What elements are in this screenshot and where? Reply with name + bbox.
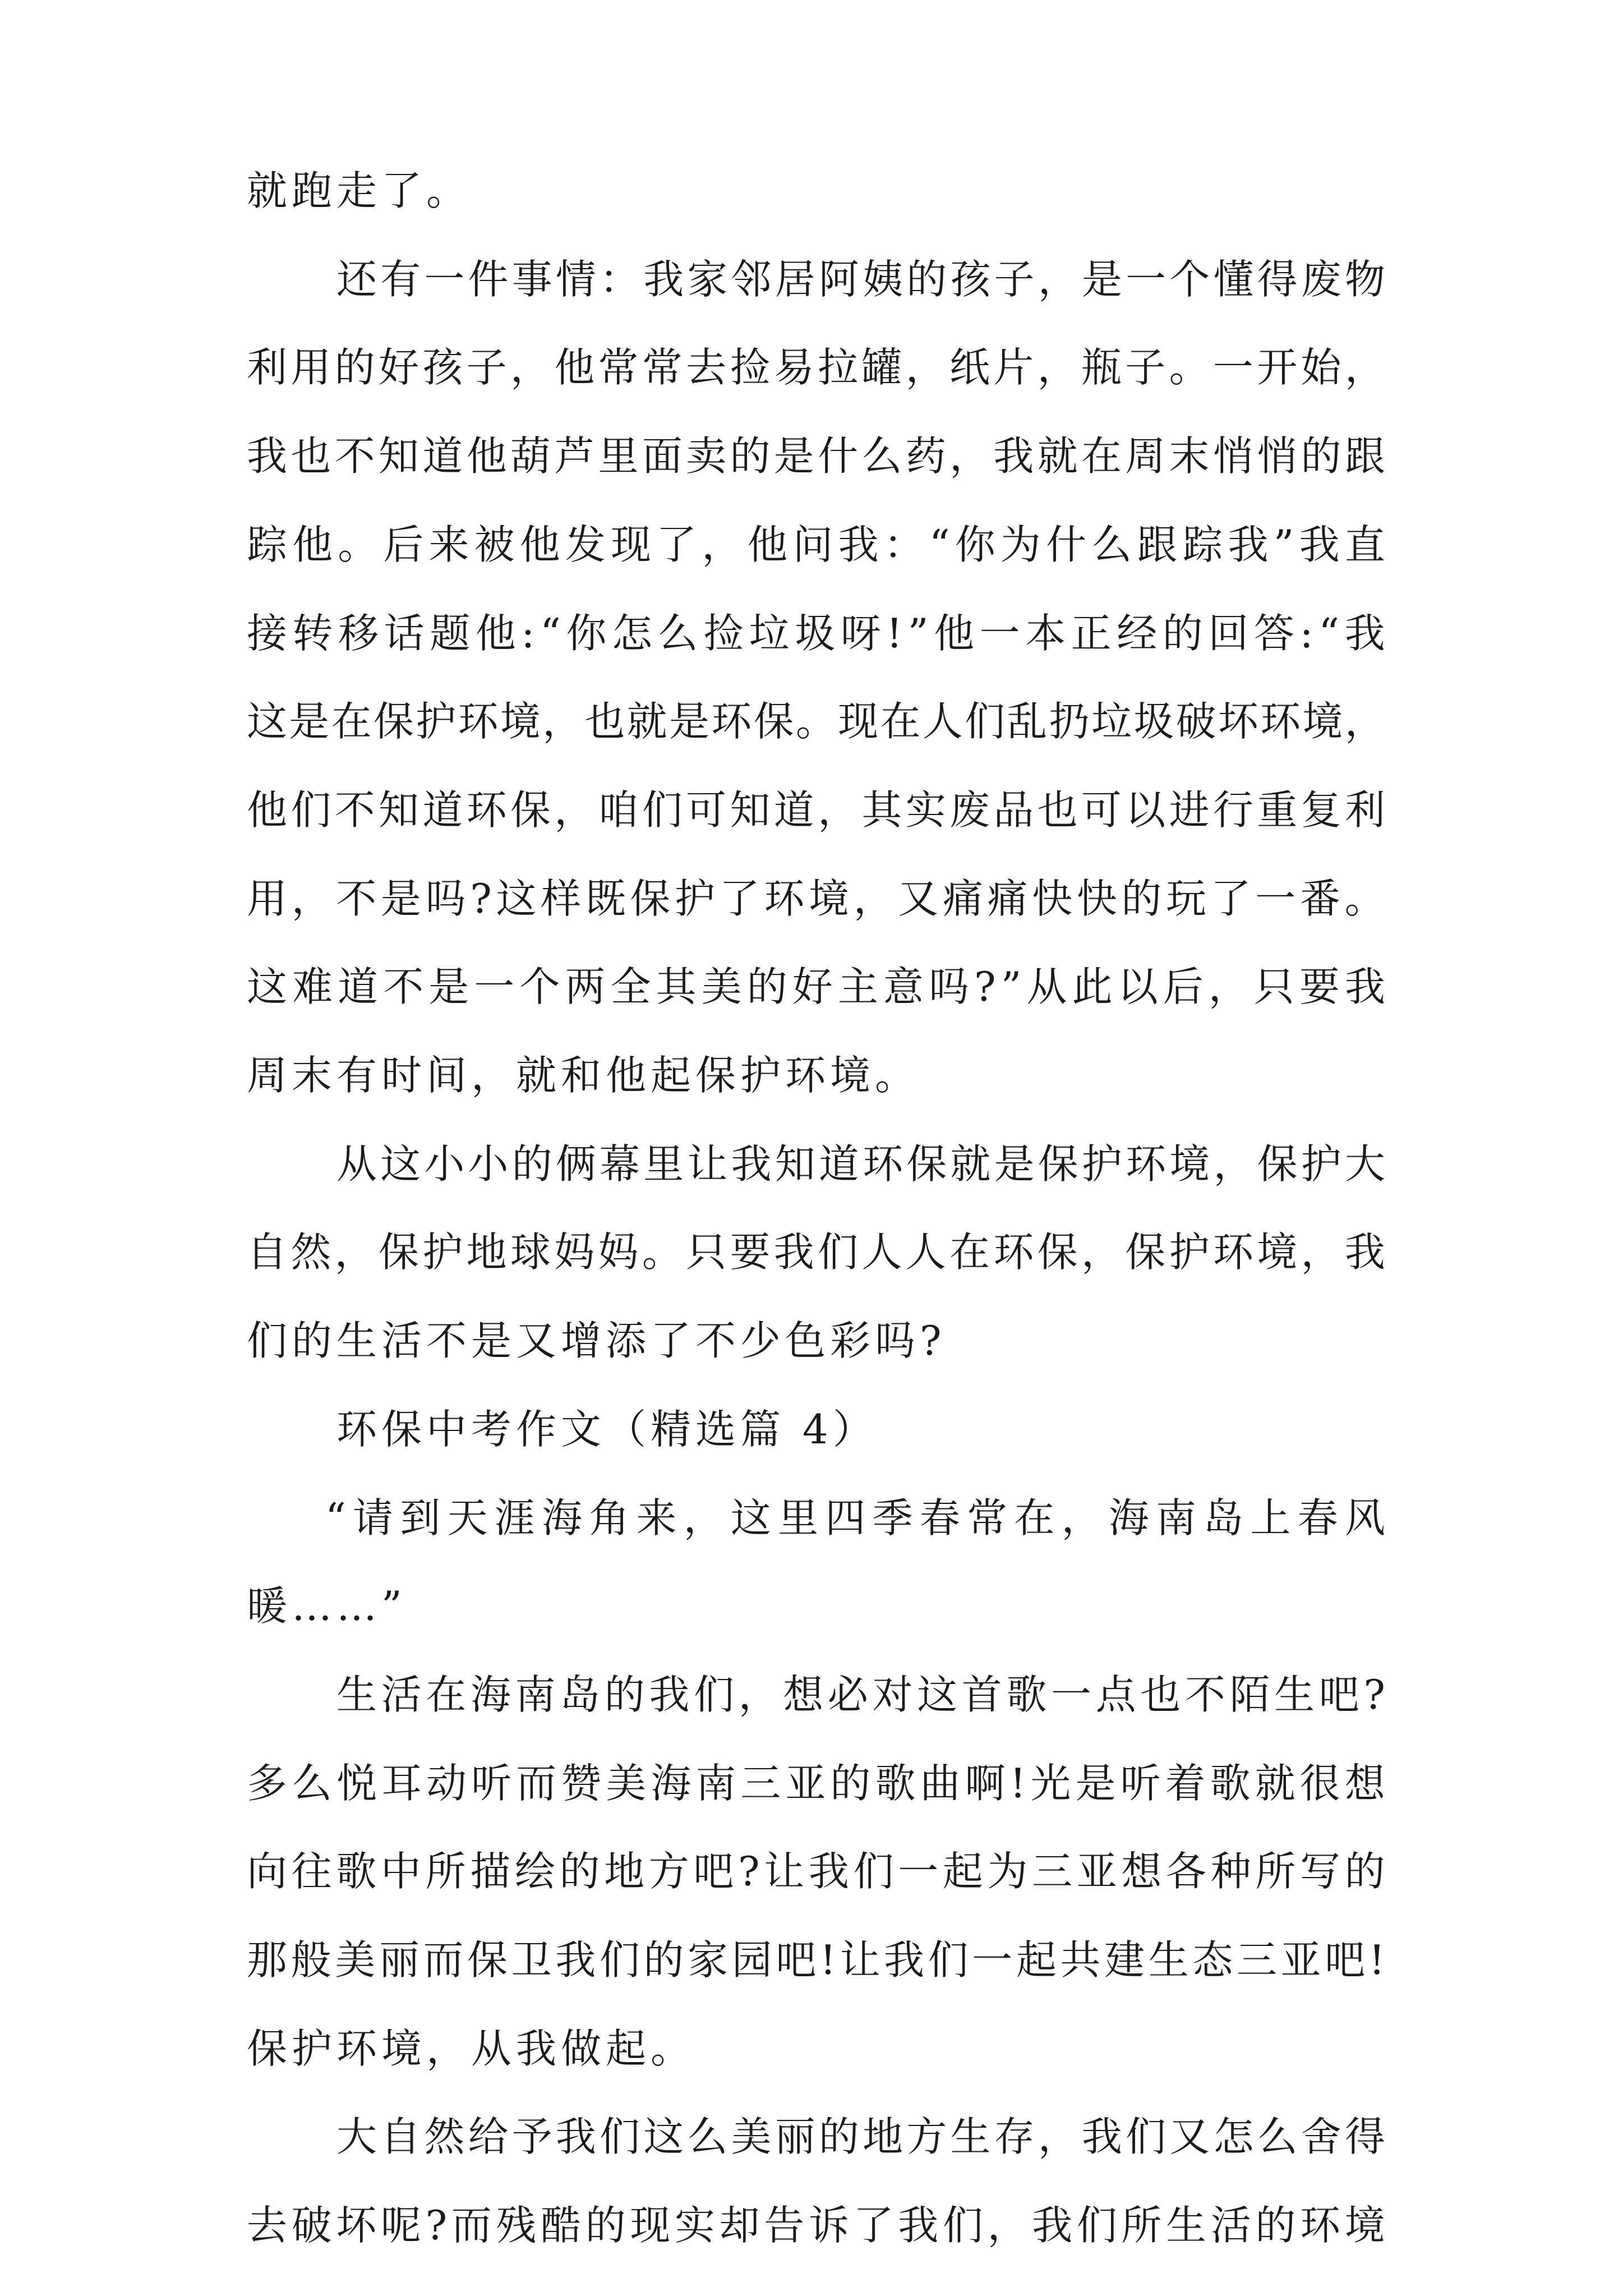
text-line: 去 破 坏 呢 ? 而 残 酷 的 现 实 却 告 诉 了 我 们 ， 我 们 所 生 活 的 环 境 xyxy=(247,2202,1385,2249)
text-line: 向 往 歌 中 所 描 绘 的 地 方 吧 ? 让 我 们 一 起 为 三 亚 想 各 种 所 写 的 xyxy=(247,1848,1385,1895)
text-line xyxy=(247,1036,1385,1115)
text-line xyxy=(247,1567,1385,1645)
text-line: 还 有 一 件 事 情 ： 我 家 邻 居 阿 姨 的 孩 子 ， 是 一 个 懂 得 废 物 xyxy=(336,255,1385,303)
text-line: “ 请 到 天 涯 海 角 来 ， 这 里 四 季 春 常 在 ， 海 南 岛 上 春 风 xyxy=(325,1494,1385,1542)
text-line: 多 么 悦 耳 动 听 而 赞 美 海 南 三 亚 的 歌 曲 啊 ! 光 是 听 着 歌 就 很 想 xyxy=(247,1759,1385,1807)
text-line: 从 这 小 小 的 俩 幕 里 让 我 知 道 环 保 就 是 保 护 环 境 ， 保 护 大 xyxy=(336,1140,1385,1188)
text-line xyxy=(247,151,1385,230)
text-line: 利 用 的 好 孩 子 ， 他 常 常 去 捡 易 拉 罐 ， 纸 片 ， 瓶 子 。 一 开 始 ， xyxy=(247,344,1385,392)
text-line: 用 ， 不 是 吗 ? 这 样 既 保 护 了 环 境 ， 又 痛 痛 快 快 的 玩 了 一 番 。 xyxy=(247,875,1385,922)
text-line: 那 般 美 丽 而 保 卫 我 们 的 家 园 吧 ! 让 我 们 一 起 共 建 生 态 三 亚 吧 ! xyxy=(247,1936,1385,1984)
text-line-content: 保护环境，从我做起。 xyxy=(247,2024,696,2072)
text-line: 他 们 不 知 道 环 保 ， 咱 们 可 知 道 ， 其 实 废 品 也 可 以 进 行 重 复 利 xyxy=(247,786,1385,834)
text-line-content: 就跑走了。 xyxy=(247,167,472,214)
text-line-content: 周末有时间，就和他起保护环境。 xyxy=(247,1052,920,1099)
text-line: 生 活 在 海 南 岛 的 我 们 ， 想 必 对 这 首 歌 一 点 也 不 陌 生 吧 ? xyxy=(336,1671,1385,1718)
text-line xyxy=(247,1301,1385,1380)
text-line: 自 然 ， 保 护 地 球 妈 妈 。 只 要 我 们 人 人 在 环 保 ， 保 护 环 境 ， 我 xyxy=(247,1228,1385,1276)
text-line-content: 暖……” xyxy=(247,1582,407,1630)
text-line: 踪 他 。 后 来 被 他 发 现 了 ， 他 问 我 ： “ 你 为 什 么 跟 踪 我 ” 我 直 xyxy=(247,521,1385,568)
text-line xyxy=(336,1390,1385,1469)
text-line: 大 自 然 给 予 我 们 这 么 美 丽 的 地 方 生 存 ， 我 们 又 怎 么 舍 得 xyxy=(336,2113,1385,2161)
text-line: 我 也 不 知 道 他 葫 芦 里 面 卖 的 是 什 么 药 ， 我 就 在 周 末 悄 悄 的 跟 xyxy=(247,432,1385,480)
text-line: 这 难 道 不 是 一 个 两 全 其 美 的 好 主 意 吗 ? ” 从 此 以 后 ， 只 要 我 xyxy=(247,963,1385,1011)
text-line: 这 是 在 保 护 环 境 ， 也 就 是 环 保 。 现 在 人 们 乱 扔 垃 圾 破 坏 环 境 ， xyxy=(247,698,1385,746)
text-line-content: 环保中考作文（精选篇 4） xyxy=(336,1405,878,1453)
text-line-content: 们的生活不是又增添了不少色彩吗? xyxy=(247,1317,946,1365)
text-line xyxy=(247,2009,1385,2088)
text-line: 接 转 移 话 题 他 : “ 你 怎 么 捡 垃 圾 呀 ! ” 他 一 本 正 经 的 回 答 : “ 我 xyxy=(247,609,1385,657)
